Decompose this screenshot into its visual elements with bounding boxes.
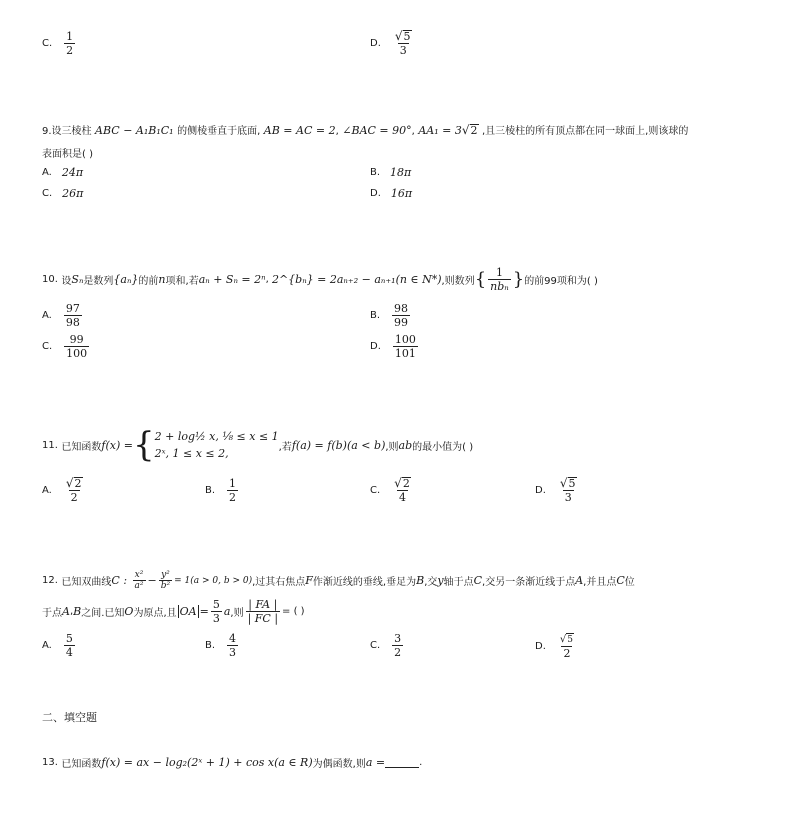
section-heading-fill-in: 二、填空题 — [42, 711, 97, 724]
fraction: $\frac{1}{2}$ — [66, 30, 74, 57]
question-11-stem: 11. 已知函数 f(x) = { 2 + log½ x, ⅛ ≤ x ≤ 1 2ˣ, 1 ≤ x ≤ 2, ,若 f(a) = f(b)(a < b) ,则 ab 的最小值为( ) — [42, 425, 474, 465]
question-12-stem-cont: 于点 A , B 之间.已知 O 为原点,且 OA = $\frac{5}{3}$ a ,则 $\frac{| FA |}{| FC |}$ = ( ) — [42, 598, 305, 625]
sqrt: √ 2 — [461, 123, 478, 137]
fraction: $\frac{1}{\text{nbₙ}}$ — [490, 266, 509, 293]
option-d-q11[interactable]: D. √ 5 3 — [535, 477, 581, 504]
fraction: $\frac{5}{4}$ — [65, 632, 73, 659]
option-a-q12[interactable]: A. $\frac{5}{4}$ — [42, 632, 73, 659]
question-9-stem: 9.设三棱柱 ABC − A₁B₁C₁ 的侧棱垂直于底面, AB = AC = 2, ∠BAC = 90°, AA₁ = 3 √ 2 ,且三棱柱的所有顶点都在同一球面上,则该球的 — [42, 123, 689, 137]
option-b-q11[interactable]: B. $\frac{1}{2}$ — [205, 477, 237, 504]
option-c-q11[interactable]: C. √ 2 4 — [370, 477, 415, 504]
fraction: $\frac{100}{101}$ — [394, 333, 416, 360]
fraction: $\frac{3}{2}$ — [394, 632, 402, 659]
option-c-prev[interactable] — [42, 30, 77, 57]
piecewise-function: { 2 + log½ x, ⅛ ≤ x ≤ 1 2ˣ, 1 ≤ x ≤ 2, — [132, 425, 279, 465]
answer-blank[interactable] — [385, 758, 419, 768]
fraction: $\frac{97}{98}$ — [65, 302, 80, 329]
sqrt: √ 2 — [65, 476, 82, 490]
sqrt: √ 5 — [559, 634, 573, 645]
question-10-stem: 10. 设 Sₙ 是数列 {aₙ} 的前 n 项和,若 aₙ + Sₙ = 2ⁿ , 2^{bₙ} = 2aₙ₊₂ − aₙ₊₁ (n ∈ N*) ,则数列 { $\frac{1}{\text{nbₙ}}$ } 的前99项和为( ) — [42, 266, 598, 293]
option-label: C. — [42, 38, 53, 49]
option-d-q12[interactable]: D. √ 5 2 — [535, 632, 578, 660]
question-12-stem: 12. 已知双曲线 C : $\frac{\text{x²}}{\text{a²}}$ − $\frac{\text{y²}}{\text{b²}}$ = 1(a > 0, b > 0) ,过其右焦点 F 作渐近线的垂线,垂足为 B ,交 y 轴于点 C ,交另一条渐近线于点 A ,并且点 C 位 — [42, 570, 635, 591]
fraction: √ 5 2 — [559, 634, 573, 660]
option-a-q11[interactable]: A. √ 2 2 — [42, 477, 87, 504]
sqrt: √ 5 — [559, 476, 576, 490]
fraction: $\frac{\text{y²}}{\text{b²}}$ — [160, 570, 171, 591]
option-d-prev[interactable] — [370, 30, 416, 57]
fraction: $\frac{5}{3}$ — [212, 598, 220, 625]
option-a-q9[interactable]: A. 24π — [42, 166, 84, 179]
option-label: D. — [370, 38, 381, 49]
option-d-q9[interactable]: D. 16π — [370, 187, 413, 200]
fraction: $\frac{1}{2}$ — [229, 477, 237, 504]
option-c-q9[interactable]: C. 26π — [42, 187, 84, 200]
option-b-q12[interactable]: B. $\frac{4}{3}$ — [205, 632, 237, 659]
option-d-q10[interactable]: D. $\frac{100}{101}$ — [370, 333, 416, 360]
sqrt: √ 5 — [394, 29, 411, 43]
question-13-stem: 13. 已知函数 f(x) = ax − log₂(2ˣ + 1) + cos x(a ∈ R) 为偶函数,则 a = . — [42, 756, 423, 770]
option-b-q9[interactable]: B. 18π — [370, 166, 412, 179]
question-9-stem-cont: 表面积是( ) — [42, 149, 93, 160]
fraction: $\frac{4}{3}$ — [229, 632, 237, 659]
option-b-q10[interactable]: B. $\frac{98}{99}$ — [370, 302, 409, 329]
fraction: √ 5 3 — [394, 29, 411, 57]
fraction: √ 2 4 — [394, 476, 410, 504]
fraction: √ 5 3 — [559, 476, 576, 504]
sqrt: √ 2 — [394, 476, 410, 490]
fraction: $\frac{| FA |}{| FC |}$ — [247, 598, 279, 625]
option-c-q10[interactable]: C. $\frac{99}{100}$ — [42, 333, 88, 360]
fraction: $\frac{98}{99}$ — [394, 302, 409, 329]
fraction: $\frac{99}{100}$ — [66, 333, 88, 360]
option-c-q12[interactable]: C. $\frac{3}{2}$ — [370, 632, 402, 659]
fraction: √ 2 2 — [65, 476, 82, 504]
option-a-q10[interactable]: A. $\frac{97}{98}$ — [42, 302, 80, 329]
fraction: $\frac{\text{x²}}{\text{a²}}$ — [134, 570, 144, 591]
